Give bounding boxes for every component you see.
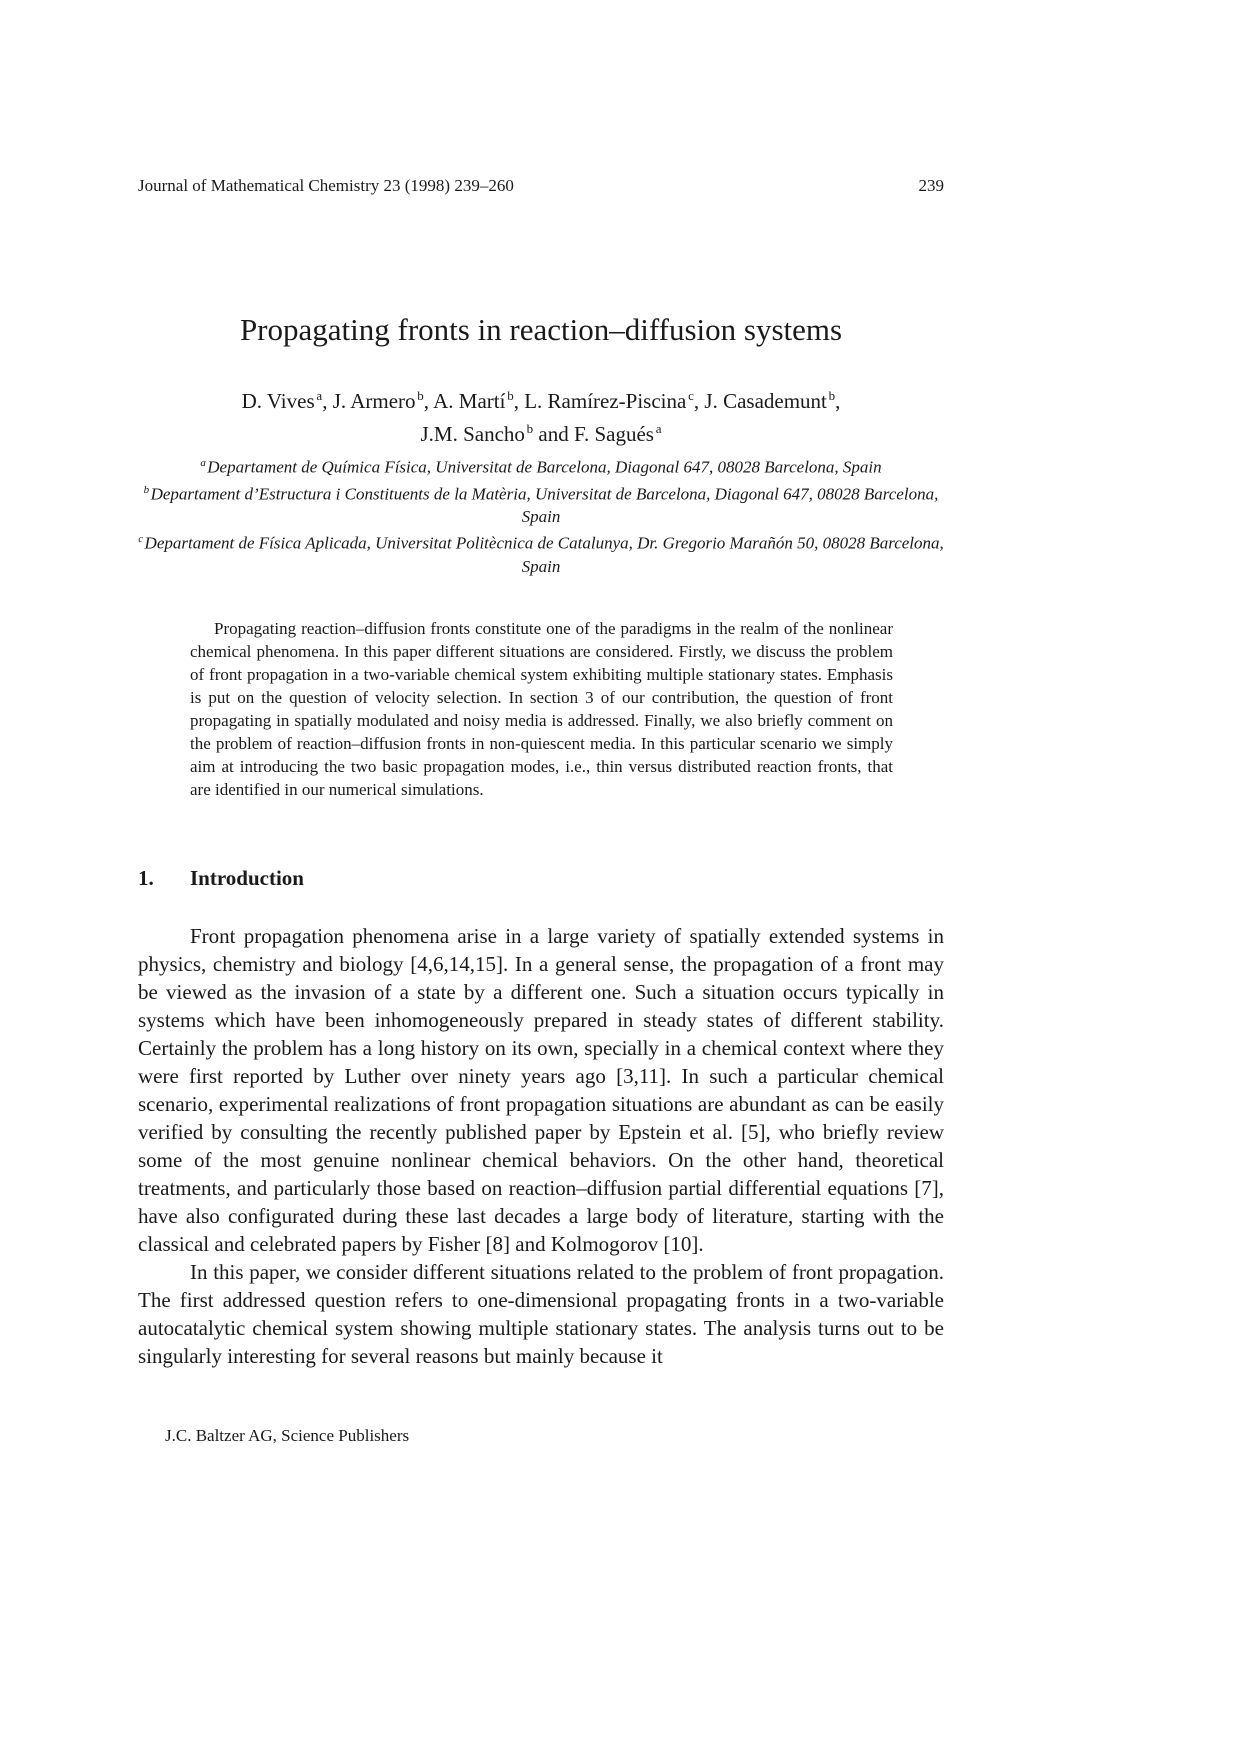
affiliation-list <box>130 452 952 578</box>
publisher-footer: J.C. Baltzer AG, Science Publishers <box>165 1426 410 1445</box>
author-affil-mark: b <box>526 421 534 436</box>
author-separator: , <box>693 389 705 413</box>
journal-citation: Journal of Mathematical Chemistry 23 (1998) 239–260 <box>138 176 514 195</box>
paper-title: Propagating fronts in reaction–diffusion systems <box>239 312 843 347</box>
author-separator: , <box>513 389 525 413</box>
affiliation <box>130 479 952 529</box>
section-heading <box>138 866 304 891</box>
affiliation-mark: b <box>143 483 150 496</box>
author-list <box>0 382 1082 448</box>
page-number: 239 <box>918 176 944 195</box>
author-affil-mark: b <box>507 388 514 403</box>
affiliation-mark: c <box>138 533 144 546</box>
running-head <box>138 176 944 196</box>
author-affil-mark: c <box>688 388 694 403</box>
author-name: F. Sagués <box>573 422 654 446</box>
author-separator: , <box>423 389 434 413</box>
body-paragraph: Front propagation phenomena arise in a large variety of spatially extended systems in physics, chemistry and biology [4,6,14,15]. In a general sense, the propagation of a front may be viewed as the invasion of a state by a different one. Such a situation occurs typically in systems which have been inhomogeneously prepared in steady states of different stability. Certainly the problem has a long history on its own, specially in a chemical context where they were first reported by Luther over ninety years ago [3,11]. In such a particular chemical scenario, experimental realizations of front propagation situations are abundant as can be easily verified by consulting the recently published paper by Epstein et al. [5], who briefly review some of the most genuine nonlinear chemical behaviors. On the other hand, theoretical treatments, and particularly those based on reaction–diffusion partial differential equations [7], have also configurated during these last decades a large body of literature, starting with the classical and celebrated papers by Fisher [8] and Kolmogorov [10]. <box>138 924 944 1256</box>
author-name: J. Casademunt <box>704 389 827 413</box>
section-title: Introduction <box>190 866 304 890</box>
author-line-1 <box>0 382 1082 415</box>
affiliation-mark: a <box>200 457 206 469</box>
affiliation-text: Departament de Química Física, Universitat de Barcelona, Diagonal 647, 08028 Barcelona, Spain <box>207 457 882 477</box>
affiliation-text: Departament d’Estructura i Constituents de la Matèria, Universitat de Barcelona, Diagonal 647, 08028 Barcelona, Spain <box>150 484 939 527</box>
affiliation <box>130 452 952 479</box>
author-affil-mark: a <box>316 388 323 403</box>
affiliation <box>130 528 952 578</box>
author-name: D. Vives <box>241 389 315 413</box>
author-affil-mark: b <box>417 388 424 403</box>
author-line-2 <box>0 415 1082 448</box>
author-name: A. Martí <box>433 389 506 413</box>
author-separator: , <box>835 389 841 413</box>
author-name: J.M. Sancho <box>420 422 525 446</box>
author-affil-mark: a <box>655 421 662 436</box>
affiliation-text: Departament de Física Aplicada, Universitat Politècnica de Catalunya, Dr. Gregorio Marañón 50, 08028 Barcelona, Spain <box>144 533 944 576</box>
author-separator: , <box>322 389 333 413</box>
section-body <box>138 922 944 1370</box>
author-separator: and <box>533 422 574 446</box>
section-number: 1. <box>138 866 154 890</box>
author-name: J. Armero <box>332 389 416 413</box>
author-affil-mark: b <box>828 388 836 403</box>
body-paragraph: In this paper, we consider different situations related to the problem of front propagation. The first addressed question refers to one-dimensional propagating fronts in a two-variable autocatalytic chemical system showing multiple stationary states. The analysis turns out to be singularly interesting for several reasons but mainly because it <box>138 1260 944 1368</box>
author-name: L. Ramírez-Piscina <box>524 389 687 413</box>
abstract: Propagating reaction–diffusion fronts constitute one of the paradigms in the realm of the nonlinear chemical phenomena. In this paper different situations are considered. Firstly, we discuss the problem of front propagation in a two-variable chemical system exhibiting multiple stationary states. Emphasis is put on the question of velocity selection. In section 3 of our contribution, the question of front propagating in spatially modulated and noisy media is addressed. Finally, we also briefly comment on the problem of reaction–diffusion fronts in non-quiescent media. In this particular scenario we simply aim at introducing the two basic propagation modes, i.e., thin versus distributed reaction fronts, that are identified in our numerical simulations. <box>190 619 893 799</box>
